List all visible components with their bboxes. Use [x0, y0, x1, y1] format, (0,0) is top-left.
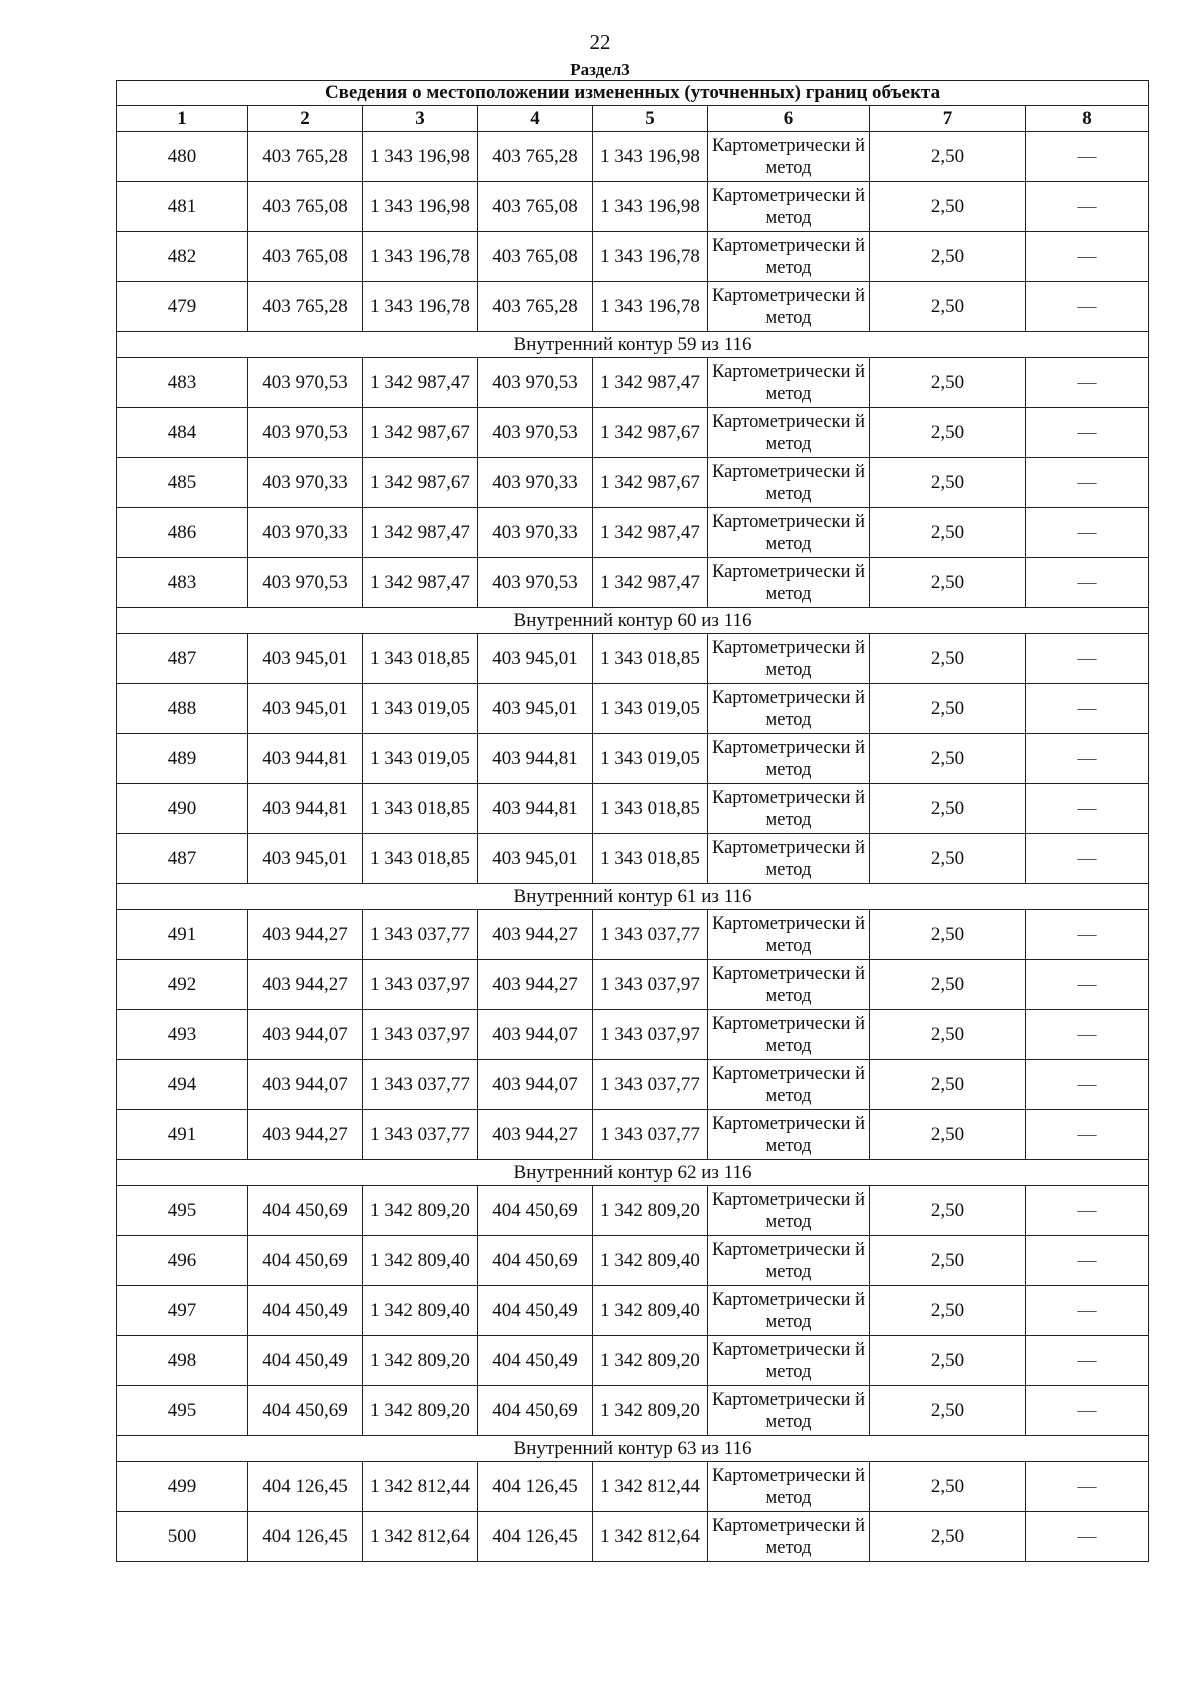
y-old-cell: 1 342 809,40 — [363, 1286, 478, 1336]
y-old-cell: 1 343 019,05 — [363, 684, 478, 734]
method-cell: Картометрически й метод — [708, 1512, 870, 1562]
accuracy-cell: 2,50 — [870, 1512, 1026, 1562]
contour-label-row — [117, 884, 1149, 910]
table-row — [117, 1336, 1149, 1386]
accuracy-cell: 2,50 — [870, 508, 1026, 558]
x-new-cell: 403 970,53 — [478, 558, 593, 608]
x-new-cell: 403 944,81 — [478, 784, 593, 834]
description-cell: — — [1026, 1286, 1149, 1336]
point-number-cell: 497 — [117, 1286, 248, 1336]
y-old-cell: 1 342 987,67 — [363, 458, 478, 508]
contour-label: Внутренний контур 60 из 116 — [117, 608, 1149, 634]
method-cell: Картометрически й метод — [708, 1386, 870, 1436]
method-cell: Картометрически й метод — [708, 1236, 870, 1286]
y-new-cell: 1 343 037,77 — [593, 1060, 708, 1110]
point-number-cell: 499 — [117, 1462, 248, 1512]
x-old-cell: 404 450,69 — [248, 1186, 363, 1236]
table-row — [117, 1236, 1149, 1286]
method-cell: Картометрически й метод — [708, 1110, 870, 1160]
description-cell: — — [1026, 282, 1149, 332]
point-number-cell: 500 — [117, 1512, 248, 1562]
description-cell: — — [1026, 1462, 1149, 1512]
y-old-cell: 1 343 037,97 — [363, 960, 478, 1010]
y-new-cell: 1 343 196,78 — [593, 282, 708, 332]
y-new-cell: 1 343 018,85 — [593, 834, 708, 884]
table-body — [117, 132, 1149, 1562]
point-number-cell: 492 — [117, 960, 248, 1010]
y-old-cell: 1 343 018,85 — [363, 834, 478, 884]
table-row — [117, 458, 1149, 508]
column-header-row — [117, 106, 1149, 132]
table-caption-row — [117, 81, 1149, 106]
y-old-cell: 1 342 987,47 — [363, 508, 478, 558]
x-new-cell: 404 450,69 — [478, 1186, 593, 1236]
table-row — [117, 910, 1149, 960]
y-new-cell: 1 343 196,98 — [593, 182, 708, 232]
y-new-cell: 1 343 019,05 — [593, 734, 708, 784]
table-row — [117, 408, 1149, 458]
x-new-cell: 403 970,33 — [478, 508, 593, 558]
x-old-cell: 403 944,27 — [248, 910, 363, 960]
x-new-cell: 404 450,69 — [478, 1386, 593, 1436]
y-old-cell: 1 342 812,64 — [363, 1512, 478, 1562]
x-old-cell: 403 945,01 — [248, 634, 363, 684]
point-number-cell: 493 — [117, 1010, 248, 1060]
method-cell: Картометрически й метод — [708, 910, 870, 960]
x-new-cell: 404 450,69 — [478, 1236, 593, 1286]
y-old-cell: 1 342 987,47 — [363, 558, 478, 608]
method-cell: Картометрически й метод — [708, 634, 870, 684]
accuracy-cell: 2,50 — [870, 1236, 1026, 1286]
y-new-cell: 1 343 037,77 — [593, 910, 708, 960]
y-new-cell: 1 342 812,64 — [593, 1512, 708, 1562]
method-cell: Картометрически й метод — [708, 232, 870, 282]
accuracy-cell: 2,50 — [870, 834, 1026, 884]
y-old-cell: 1 343 037,77 — [363, 1110, 478, 1160]
point-number-cell: 488 — [117, 684, 248, 734]
accuracy-cell: 2,50 — [870, 1462, 1026, 1512]
table-row — [117, 282, 1149, 332]
y-new-cell: 1 343 037,77 — [593, 1110, 708, 1160]
method-cell: Картометрически й метод — [708, 182, 870, 232]
x-old-cell: 403 945,01 — [248, 834, 363, 884]
column-header: 6 — [708, 106, 870, 132]
method-cell: Картометрически й метод — [708, 558, 870, 608]
accuracy-cell: 2,50 — [870, 1060, 1026, 1110]
table-row — [117, 1286, 1149, 1336]
x-old-cell: 404 450,69 — [248, 1386, 363, 1436]
description-cell: — — [1026, 910, 1149, 960]
table-row — [117, 508, 1149, 558]
accuracy-cell: 2,50 — [870, 684, 1026, 734]
point-number-cell: 498 — [117, 1336, 248, 1386]
y-old-cell: 1 343 196,78 — [363, 232, 478, 282]
y-new-cell: 1 343 037,97 — [593, 960, 708, 1010]
accuracy-cell: 2,50 — [870, 232, 1026, 282]
table-row — [117, 358, 1149, 408]
contour-label-row — [117, 332, 1149, 358]
description-cell: — — [1026, 1386, 1149, 1436]
x-new-cell: 403 944,07 — [478, 1010, 593, 1060]
description-cell: — — [1026, 1512, 1149, 1562]
accuracy-cell: 2,50 — [870, 1336, 1026, 1386]
accuracy-cell: 2,50 — [870, 634, 1026, 684]
y-old-cell: 1 342 987,67 — [363, 408, 478, 458]
accuracy-cell: 2,50 — [870, 734, 1026, 784]
point-number-cell: 483 — [117, 358, 248, 408]
x-old-cell: 403 765,28 — [248, 282, 363, 332]
x-new-cell: 403 945,01 — [478, 634, 593, 684]
y-old-cell: 1 343 037,77 — [363, 1060, 478, 1110]
description-cell: — — [1026, 1186, 1149, 1236]
accuracy-cell: 2,50 — [870, 1286, 1026, 1336]
section-title: Раздел3 — [570, 60, 630, 79]
point-number-cell: 479 — [117, 282, 248, 332]
point-number-cell: 484 — [117, 408, 248, 458]
accuracy-cell: 2,50 — [870, 1010, 1026, 1060]
method-cell: Картометрически й метод — [708, 684, 870, 734]
column-header: 7 — [870, 106, 1026, 132]
accuracy-cell: 2,50 — [870, 960, 1026, 1010]
accuracy-cell: 2,50 — [870, 1186, 1026, 1236]
accuracy-cell: 2,50 — [870, 558, 1026, 608]
x-new-cell: 403 765,08 — [478, 232, 593, 282]
description-cell: — — [1026, 634, 1149, 684]
description-cell: — — [1026, 1060, 1149, 1110]
method-cell: Картометрически й метод — [708, 1336, 870, 1386]
y-old-cell: 1 342 809,20 — [363, 1336, 478, 1386]
accuracy-cell: 2,50 — [870, 132, 1026, 182]
x-old-cell: 404 450,49 — [248, 1286, 363, 1336]
x-old-cell: 403 945,01 — [248, 684, 363, 734]
column-header: 5 — [593, 106, 708, 132]
y-new-cell: 1 343 196,98 — [593, 132, 708, 182]
y-old-cell: 1 343 196,78 — [363, 282, 478, 332]
table-row — [117, 1010, 1149, 1060]
method-cell: Картометрически й метод — [708, 1462, 870, 1512]
x-new-cell: 403 765,28 — [478, 282, 593, 332]
method-cell: Картометрически й метод — [708, 458, 870, 508]
x-new-cell: 404 450,49 — [478, 1336, 593, 1386]
y-old-cell: 1 343 037,77 — [363, 910, 478, 960]
y-old-cell: 1 343 196,98 — [363, 132, 478, 182]
accuracy-cell: 2,50 — [870, 282, 1026, 332]
method-cell: Картометрически й метод — [708, 508, 870, 558]
x-new-cell: 403 970,53 — [478, 408, 593, 458]
x-new-cell: 404 450,49 — [478, 1286, 593, 1336]
y-new-cell: 1 343 196,78 — [593, 232, 708, 282]
x-new-cell: 403 970,33 — [478, 458, 593, 508]
accuracy-cell: 2,50 — [870, 1110, 1026, 1160]
y-old-cell: 1 343 018,85 — [363, 634, 478, 684]
table-row — [117, 1060, 1149, 1110]
x-old-cell: 403 944,07 — [248, 1060, 363, 1110]
x-old-cell: 403 765,28 — [248, 132, 363, 182]
method-cell: Картометрически й метод — [708, 408, 870, 458]
y-new-cell: 1 343 019,05 — [593, 684, 708, 734]
x-old-cell: 403 765,08 — [248, 232, 363, 282]
x-new-cell: 403 944,81 — [478, 734, 593, 784]
point-number-cell: 490 — [117, 784, 248, 834]
point-number-cell: 491 — [117, 1110, 248, 1160]
column-header: 3 — [363, 106, 478, 132]
x-old-cell: 404 126,45 — [248, 1512, 363, 1562]
x-old-cell: 404 126,45 — [248, 1462, 363, 1512]
y-new-cell: 1 342 809,20 — [593, 1186, 708, 1236]
y-old-cell: 1 343 196,98 — [363, 182, 478, 232]
x-old-cell: 403 944,81 — [248, 784, 363, 834]
y-new-cell: 1 343 037,97 — [593, 1010, 708, 1060]
table-row — [117, 784, 1149, 834]
accuracy-cell: 2,50 — [870, 458, 1026, 508]
x-new-cell: 404 126,45 — [478, 1512, 593, 1562]
x-new-cell: 404 126,45 — [478, 1462, 593, 1512]
accuracy-cell: 2,50 — [870, 408, 1026, 458]
method-cell: Картометрически й метод — [708, 1186, 870, 1236]
x-old-cell: 403 970,33 — [248, 458, 363, 508]
table-row — [117, 634, 1149, 684]
method-cell: Картометрически й метод — [708, 1060, 870, 1110]
point-number-cell: 483 — [117, 558, 248, 608]
x-old-cell: 403 944,27 — [248, 960, 363, 1010]
table-row — [117, 132, 1149, 182]
table-row — [117, 1110, 1149, 1160]
point-number-cell: 481 — [117, 182, 248, 232]
method-cell: Картометрически й метод — [708, 960, 870, 1010]
page-number: 22 — [589, 30, 611, 54]
x-old-cell: 403 970,33 — [248, 508, 363, 558]
x-new-cell: 403 970,53 — [478, 358, 593, 408]
point-number-cell: 482 — [117, 232, 248, 282]
x-new-cell: 403 945,01 — [478, 834, 593, 884]
point-number-cell: 489 — [117, 734, 248, 784]
point-number-cell: 480 — [117, 132, 248, 182]
accuracy-cell: 2,50 — [870, 1386, 1026, 1436]
method-cell: Картометрически й метод — [708, 282, 870, 332]
table-row — [117, 960, 1149, 1010]
y-new-cell: 1 342 987,47 — [593, 358, 708, 408]
x-new-cell: 403 944,07 — [478, 1060, 593, 1110]
x-new-cell: 403 945,01 — [478, 684, 593, 734]
y-new-cell: 1 342 987,67 — [593, 458, 708, 508]
method-cell: Картометрически й метод — [708, 784, 870, 834]
accuracy-cell: 2,50 — [870, 784, 1026, 834]
table-row — [117, 1462, 1149, 1512]
column-header: 8 — [1026, 106, 1149, 132]
y-new-cell: 1 342 987,47 — [593, 508, 708, 558]
description-cell: — — [1026, 1010, 1149, 1060]
point-number-cell: 486 — [117, 508, 248, 558]
description-cell: — — [1026, 182, 1149, 232]
description-cell: — — [1026, 508, 1149, 558]
x-old-cell: 403 970,53 — [248, 358, 363, 408]
y-new-cell: 1 342 809,20 — [593, 1336, 708, 1386]
x-old-cell: 403 944,07 — [248, 1010, 363, 1060]
description-cell: — — [1026, 734, 1149, 784]
table-row — [117, 1186, 1149, 1236]
description-cell: — — [1026, 1236, 1149, 1286]
accuracy-cell: 2,50 — [870, 358, 1026, 408]
y-new-cell: 1 343 018,85 — [593, 634, 708, 684]
description-cell: — — [1026, 1110, 1149, 1160]
x-old-cell: 403 970,53 — [248, 558, 363, 608]
contour-label: Внутренний контур 59 из 116 — [117, 332, 1149, 358]
x-old-cell: 403 944,27 — [248, 1110, 363, 1160]
point-number-cell: 487 — [117, 834, 248, 884]
x-old-cell: 404 450,49 — [248, 1336, 363, 1386]
method-cell: Картометрически й метод — [708, 1010, 870, 1060]
x-old-cell: 403 765,08 — [248, 182, 363, 232]
accuracy-cell: 2,50 — [870, 182, 1026, 232]
x-new-cell: 403 765,08 — [478, 182, 593, 232]
y-old-cell: 1 343 037,97 — [363, 1010, 478, 1060]
x-new-cell: 403 944,27 — [478, 1110, 593, 1160]
point-number-cell: 495 — [117, 1186, 248, 1236]
description-cell: — — [1026, 960, 1149, 1010]
contour-label: Внутренний контур 63 из 116 — [117, 1436, 1149, 1462]
table-row — [117, 1512, 1149, 1562]
description-cell: — — [1026, 558, 1149, 608]
table-row — [117, 834, 1149, 884]
point-number-cell: 494 — [117, 1060, 248, 1110]
description-cell: — — [1026, 834, 1149, 884]
table-row — [117, 232, 1149, 282]
description-cell: — — [1026, 684, 1149, 734]
x-new-cell: 403 944,27 — [478, 910, 593, 960]
table-row — [117, 684, 1149, 734]
column-header: 1 — [117, 106, 248, 132]
y-new-cell: 1 342 987,67 — [593, 408, 708, 458]
description-cell: — — [1026, 1336, 1149, 1386]
description-cell: — — [1026, 784, 1149, 834]
accuracy-cell: 2,50 — [870, 910, 1026, 960]
method-cell: Картометрически й метод — [708, 358, 870, 408]
x-old-cell: 404 450,69 — [248, 1236, 363, 1286]
y-new-cell: 1 342 987,47 — [593, 558, 708, 608]
contour-label: Внутренний контур 62 из 116 — [117, 1160, 1149, 1186]
y-new-cell: 1 342 809,40 — [593, 1286, 708, 1336]
y-old-cell: 1 342 987,47 — [363, 358, 478, 408]
table-caption: Сведения о местоположении измененных (уточненных) границ объекта — [117, 81, 1149, 106]
point-number-cell: 496 — [117, 1236, 248, 1286]
point-number-cell: 487 — [117, 634, 248, 684]
point-number-cell: 491 — [117, 910, 248, 960]
y-new-cell: 1 342 812,44 — [593, 1462, 708, 1512]
method-cell: Картометрически й метод — [708, 132, 870, 182]
contour-label-row — [117, 1436, 1149, 1462]
description-cell: — — [1026, 408, 1149, 458]
contour-label-row — [117, 1160, 1149, 1186]
y-old-cell: 1 342 809,20 — [363, 1186, 478, 1236]
description-cell: — — [1026, 458, 1149, 508]
y-new-cell: 1 343 018,85 — [593, 784, 708, 834]
table-row — [117, 1386, 1149, 1436]
description-cell: — — [1026, 358, 1149, 408]
y-old-cell: 1 342 809,20 — [363, 1386, 478, 1436]
table-row — [117, 558, 1149, 608]
y-old-cell: 1 342 812,44 — [363, 1462, 478, 1512]
point-number-cell: 485 — [117, 458, 248, 508]
coordinates-table — [116, 80, 1149, 1562]
contour-label-row — [117, 608, 1149, 634]
y-new-cell: 1 342 809,20 — [593, 1386, 708, 1436]
column-header: 2 — [248, 106, 363, 132]
contour-label: Внутренний контур 61 из 116 — [117, 884, 1149, 910]
method-cell: Картометрически й метод — [708, 834, 870, 884]
x-old-cell: 403 970,53 — [248, 408, 363, 458]
y-old-cell: 1 343 019,05 — [363, 734, 478, 784]
table-row — [117, 182, 1149, 232]
y-old-cell: 1 343 018,85 — [363, 784, 478, 834]
table-row — [117, 734, 1149, 784]
column-header: 4 — [478, 106, 593, 132]
x-new-cell: 403 944,27 — [478, 960, 593, 1010]
y-old-cell: 1 342 809,40 — [363, 1236, 478, 1286]
point-number-cell: 495 — [117, 1386, 248, 1436]
method-cell: Картометрически й метод — [708, 1286, 870, 1336]
description-cell: — — [1026, 232, 1149, 282]
method-cell: Картометрически й метод — [708, 734, 870, 784]
x-old-cell: 403 944,81 — [248, 734, 363, 784]
y-new-cell: 1 342 809,40 — [593, 1236, 708, 1286]
description-cell: — — [1026, 132, 1149, 182]
x-new-cell: 403 765,28 — [478, 132, 593, 182]
